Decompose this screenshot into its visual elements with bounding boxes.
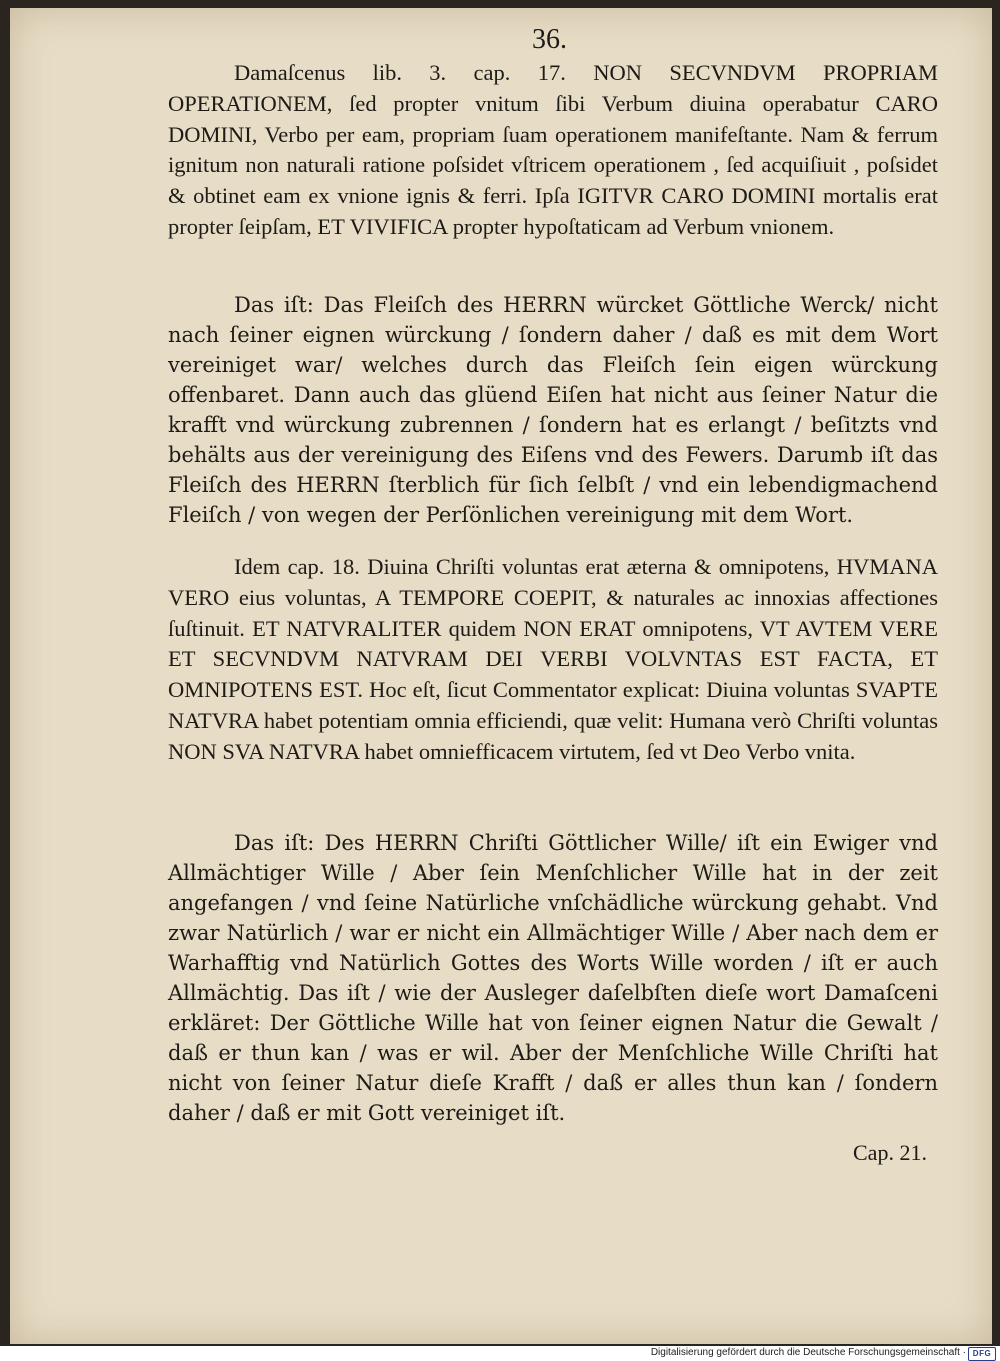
latin-paragraph-1: Damaſcenus lib. 3. cap. 17. NON SECVNDVM PROPRIAM OPERATIONEM, ſed propter vnitum ſibi Verbum diuina operabatur CARO DOMINI, Verbo per eam, propriam ſuam operationem manifeſtante. Nam & ferrum ignitum non naturali ratione poſsidet vſtricem operationem , ſed acquiſiuit , poſsidet & obtinet eam ex vnione ignis & ferri. Ipſa IGITVR CARO DOMINI mortalis erat propter ſeipſam, ET VIVIFICA propter hypoſtaticam ad Verbum vnionem. (168, 60, 938, 239)
dfg-logo-icon (968, 1347, 996, 1361)
funding-credit: Digitalisierung gefördert durch die Deutsche Forschungsgemeinschaft · (650, 1347, 966, 1358)
dfg-logo-text: DFG (972, 1349, 992, 1358)
german-paragraph-2: Das iſt: Des HERRN Chriſti Göttlicher Wille/ iſt ein Ewiger vnd Allmächtiger Wille / Aber ſein Menſchlicher Wille hat in der zeit angefangen / vnd ſeine Natürliche vnſchädliche würckung gehabt. Vnd zwar Natürlich / war er nicht ein Allmächtiger Wille / Aber nach dem er Warhafftig vnd Natürlich Gottes des Worts Wille worden / iſt er auch Allmächtig. Das iſt / wie der Ausleger daſelbſten dieſe wort Damaſceni erkläret: Der Göttliche Wille hat von ſeiner eignen Natur die Gewalt / daß er thun kan / was er wil. Aber der Menſchliche Wille Chriſti hat nicht von ſeiner Natur dieſe Krafft / daß er alles thun kan / ſondern daher / daß er mit Gott vereiniget iſt. (168, 831, 938, 1125)
catchword: Cap. 21. (853, 1140, 927, 1165)
latin-paragraph-2: Idem cap. 18. Diuina Chriſti voluntas erat æterna & omnipotens, HVMANA VERO eius voluntas, A TEMPORE COEPIT, & naturales ac innoxias affectiones ſuſtinuit. ET NATVRALITER quidem NON ERAT omnipotens, VT AVTEM VERE ET SECVNDVM NATVRAM DEI VERBI VOLVNTAS EST FACTA, ET OMNIPOTENS EST. Hoc eſt, ſicut Commentator explicat: Diuina voluntas SVAPTE NATVRA habet potentiam omnia efficiendi, quæ velit: Humana verò Chriſti voluntas NON SVA NATVRA habet omniefficacem virtutem, ſed vt Deo Verbo vnita. (168, 554, 938, 764)
page-number: 36. (532, 24, 567, 55)
german-paragraph-1: Das iſt: Das Fleiſch des HERRN würcket Göttliche Werck/ nicht nach ſeiner eignen würckung / ſondern daher / daß es mit dem Wort vereiniget war/ welches durch das Fleiſch ſein eigen würckung offenbaret. Dann auch das glüend Eiſen hat nicht aus ſeiner Natur die krafft vnd würckung zubrennen / ſondern hat es erlangt / beſitzts vnd behälts aus der vereinigung des Eiſens vnd des Fewers. Darumb iſt das Fleiſch des HERRN ſterblich für ſich ſelbſt / vnd ein lebendigmachend Fleiſch / von wegen der Perſönlichen vereinigung mit dem Wort. (168, 293, 938, 527)
